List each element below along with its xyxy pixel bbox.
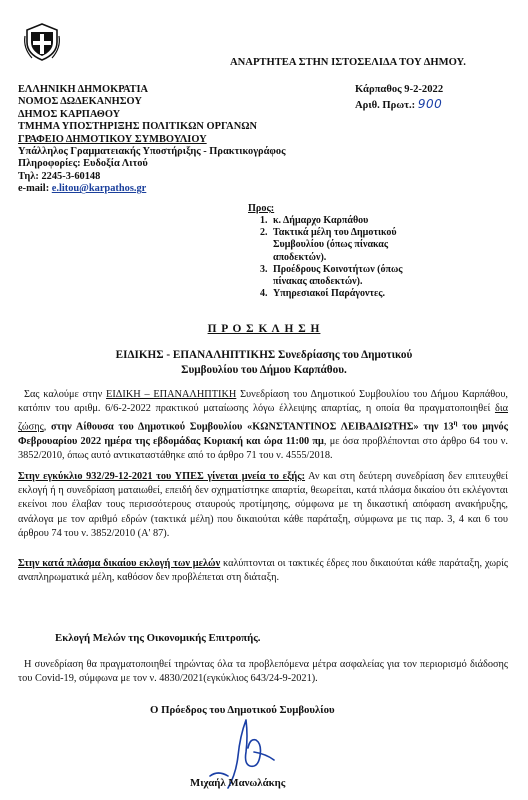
session-title-line2: Συμβουλίου του Δήμου Καρπάθου. (181, 364, 347, 376)
recipient-item: 1. κ. Δήμαρχο Καρπάθου (270, 215, 406, 227)
para-text: δια ζώσης (18, 403, 508, 433)
org-line: ΓΡΑΦΕΙΟ ΔΗΜΟΤΙΚΟΥ ΣΥΜΒΟΥΛΙΟΥ (18, 133, 207, 145)
agenda-item: Εκλογή Μελών της Οικονομικής Επιτροπής. (55, 632, 261, 644)
publish-notice: ΑΝΑΡΤΗΤΕΑ ΣΤΗΝ ΙΣΤΟΣΕΛΙΔΑ ΤΟΥ ΔΗΜΟΥ. (230, 57, 466, 68)
place-date: Κάρπαθος 9-2-2022 (355, 84, 444, 95)
para-text: Στην κατά πλάσμα δικαίου εκλογή των μελών (18, 558, 221, 569)
email-link[interactable]: e.litou@karpathos.gr (51, 183, 147, 195)
para-text: Στην εγκύκλιο 932/29-12-2021 του ΥΠΕΣ γίνεται μνεία το εξής: (18, 471, 306, 482)
recipients-list (254, 215, 406, 300)
para-text: Συνεδρίαση του Δημοτικού Συμβουλίου του Δήμου Καρπάθου, κατόπιν του αριθμ. 6/6-2-2022 πρακτικού ματαίωσης λόγω έλλειψης απαρτίας, η οποία θα πραγματοποιηθεί (18, 389, 508, 415)
recipients-label: Προς: (248, 203, 275, 214)
para-text: ΕΙΔΙΚΗ – ΕΠΑΝΑΛΗΠΤΙΚΗ (106, 389, 237, 400)
signature-role: Ο Πρόεδρος του Δημοτικού Συμβουλίου (150, 704, 335, 716)
para-text: , (43, 421, 51, 433)
para-text: η (453, 419, 458, 428)
protocol-line (355, 97, 442, 111)
para-text: στην Αίθουσα του Δημοτικού Συμβουλίου «ΚΩΝΣΤΑΝΤΙΝΟΣ ΛΕΙΒΑΔΙΩΤΗΣ» την 13 (50, 421, 454, 433)
org-line: ΝΟΜΟΣ ΔΩΔΕΚΑΝΗΣΟΥ (18, 96, 142, 108)
employee-line: Υπάλληλος Γραμματειακής Υποστήριξης - Πρακτικογράφος (18, 146, 286, 158)
invitation-paragraph (18, 388, 508, 463)
election-paragraph (18, 557, 508, 585)
org-line: ΤΜΗΜΑ ΥΠΟΣΤΗΡΙΞΗΣ ΠΟΛΙΤΙΚΩΝ ΟΡΓΑΝΩΝ (18, 121, 258, 133)
protocol-number: 900 (417, 97, 443, 111)
signature-name: Μιχαήλ Μανωλάκης (190, 777, 286, 789)
para-text: Η συνεδρίαση θα πραγματοποιηθεί τηρώντας όλα τα προβλεπόμενα μέτρα ασφαλείας για τον περιορισμό διάδοσης του Covid-19, σύμφωνα με τον ν. 4830/2021(εγκύκλιος 643/24-9-2021). (18, 659, 508, 685)
circular-paragraph (18, 470, 508, 541)
phone-line: Τηλ: 2245-3-60148 (18, 170, 101, 182)
email-label: e-mail: (18, 183, 52, 195)
covid-paragraph (18, 658, 508, 686)
info-line: Πληροφορίες: Ευδοξία Λιτού (18, 158, 148, 170)
protocol-label: Αριθ. Πρωτ.: (355, 100, 416, 111)
para-text: καλύπτονται οι τακτικές έδρες που δικαιούται κάθε παράταξη, χωρίς αναπληρωματικά μέλη, καθόσον δεν προβλέπεται στη διάταξη. (18, 558, 509, 584)
session-title-line1: ΕΙΔΙΚΗΣ - ΕΠΑΝΑΛΗΠΤΙΚΗΣ Συνεδρίασης του Δημοτικού (115, 349, 413, 361)
recipient-item: 2. Τακτικά μέλη του Δημοτικού Συμβουλίου (όπως πίνακας αποδεκτών). (270, 227, 406, 264)
org-line: ΕΛΛΗΝΙΚΗ ΔΗΜΟΚΡΑΤΙΑ (18, 84, 149, 95)
para-text: του μηνός Φεβρουαρίου 2022 ημέρα της εβδομάδας Κυριακή και ώρα 11:00 πμ (18, 421, 508, 448)
para-text: Αν και στη δεύτερη συνεδρίαση δεν επιτευχθεί εκλογή ή η συνεδρίαση ματαιωθεί, επειδή δεν σχηματίστηκε απαρτία, θεωρείται, κατά πλάσμα δικαίου ότι εκλέγονται εκείνοι που έλαβαν τους περισσότερους σταυρούς προτίμησης, σύμφωνα με τη δικαστική απόφαση ανακήρυξης, ανάλογα με τον αριθμό εδρών (τακτικά μέλη) που δικαιούται κάθε παράταξη, σύμφωνα με τις παρ. 3, 4 και 6 του άρθρου 74 του ν. 3852/2010 (Α' 87). (18, 471, 508, 539)
invitation-title: Π Ρ Ο Σ Κ Λ Η Σ Η (207, 323, 321, 335)
para-text: , με όσα προβλέπονται στο άρθρο 64 του ν. 3852/2010, όπως αυτό αντικαταστάθηκε από το άρθρο 71 του ν. 4555/2018. (18, 436, 508, 462)
sender-block (18, 84, 285, 196)
coat-of-arms-emblem (22, 22, 62, 62)
email-line (18, 183, 285, 195)
recipient-item: 4. Υπηρεσιακοί Παράγοντες. (270, 288, 406, 300)
para-text: Σας καλούμε στην (24, 389, 107, 400)
recipient-item: 3. Προέδρους Κοινοτήτων (όπως πίνακας αποδεκτών). (270, 264, 406, 288)
org-line: ΔΗΜΟΣ ΚΑΡΠΑΘΟΥ (18, 108, 121, 120)
